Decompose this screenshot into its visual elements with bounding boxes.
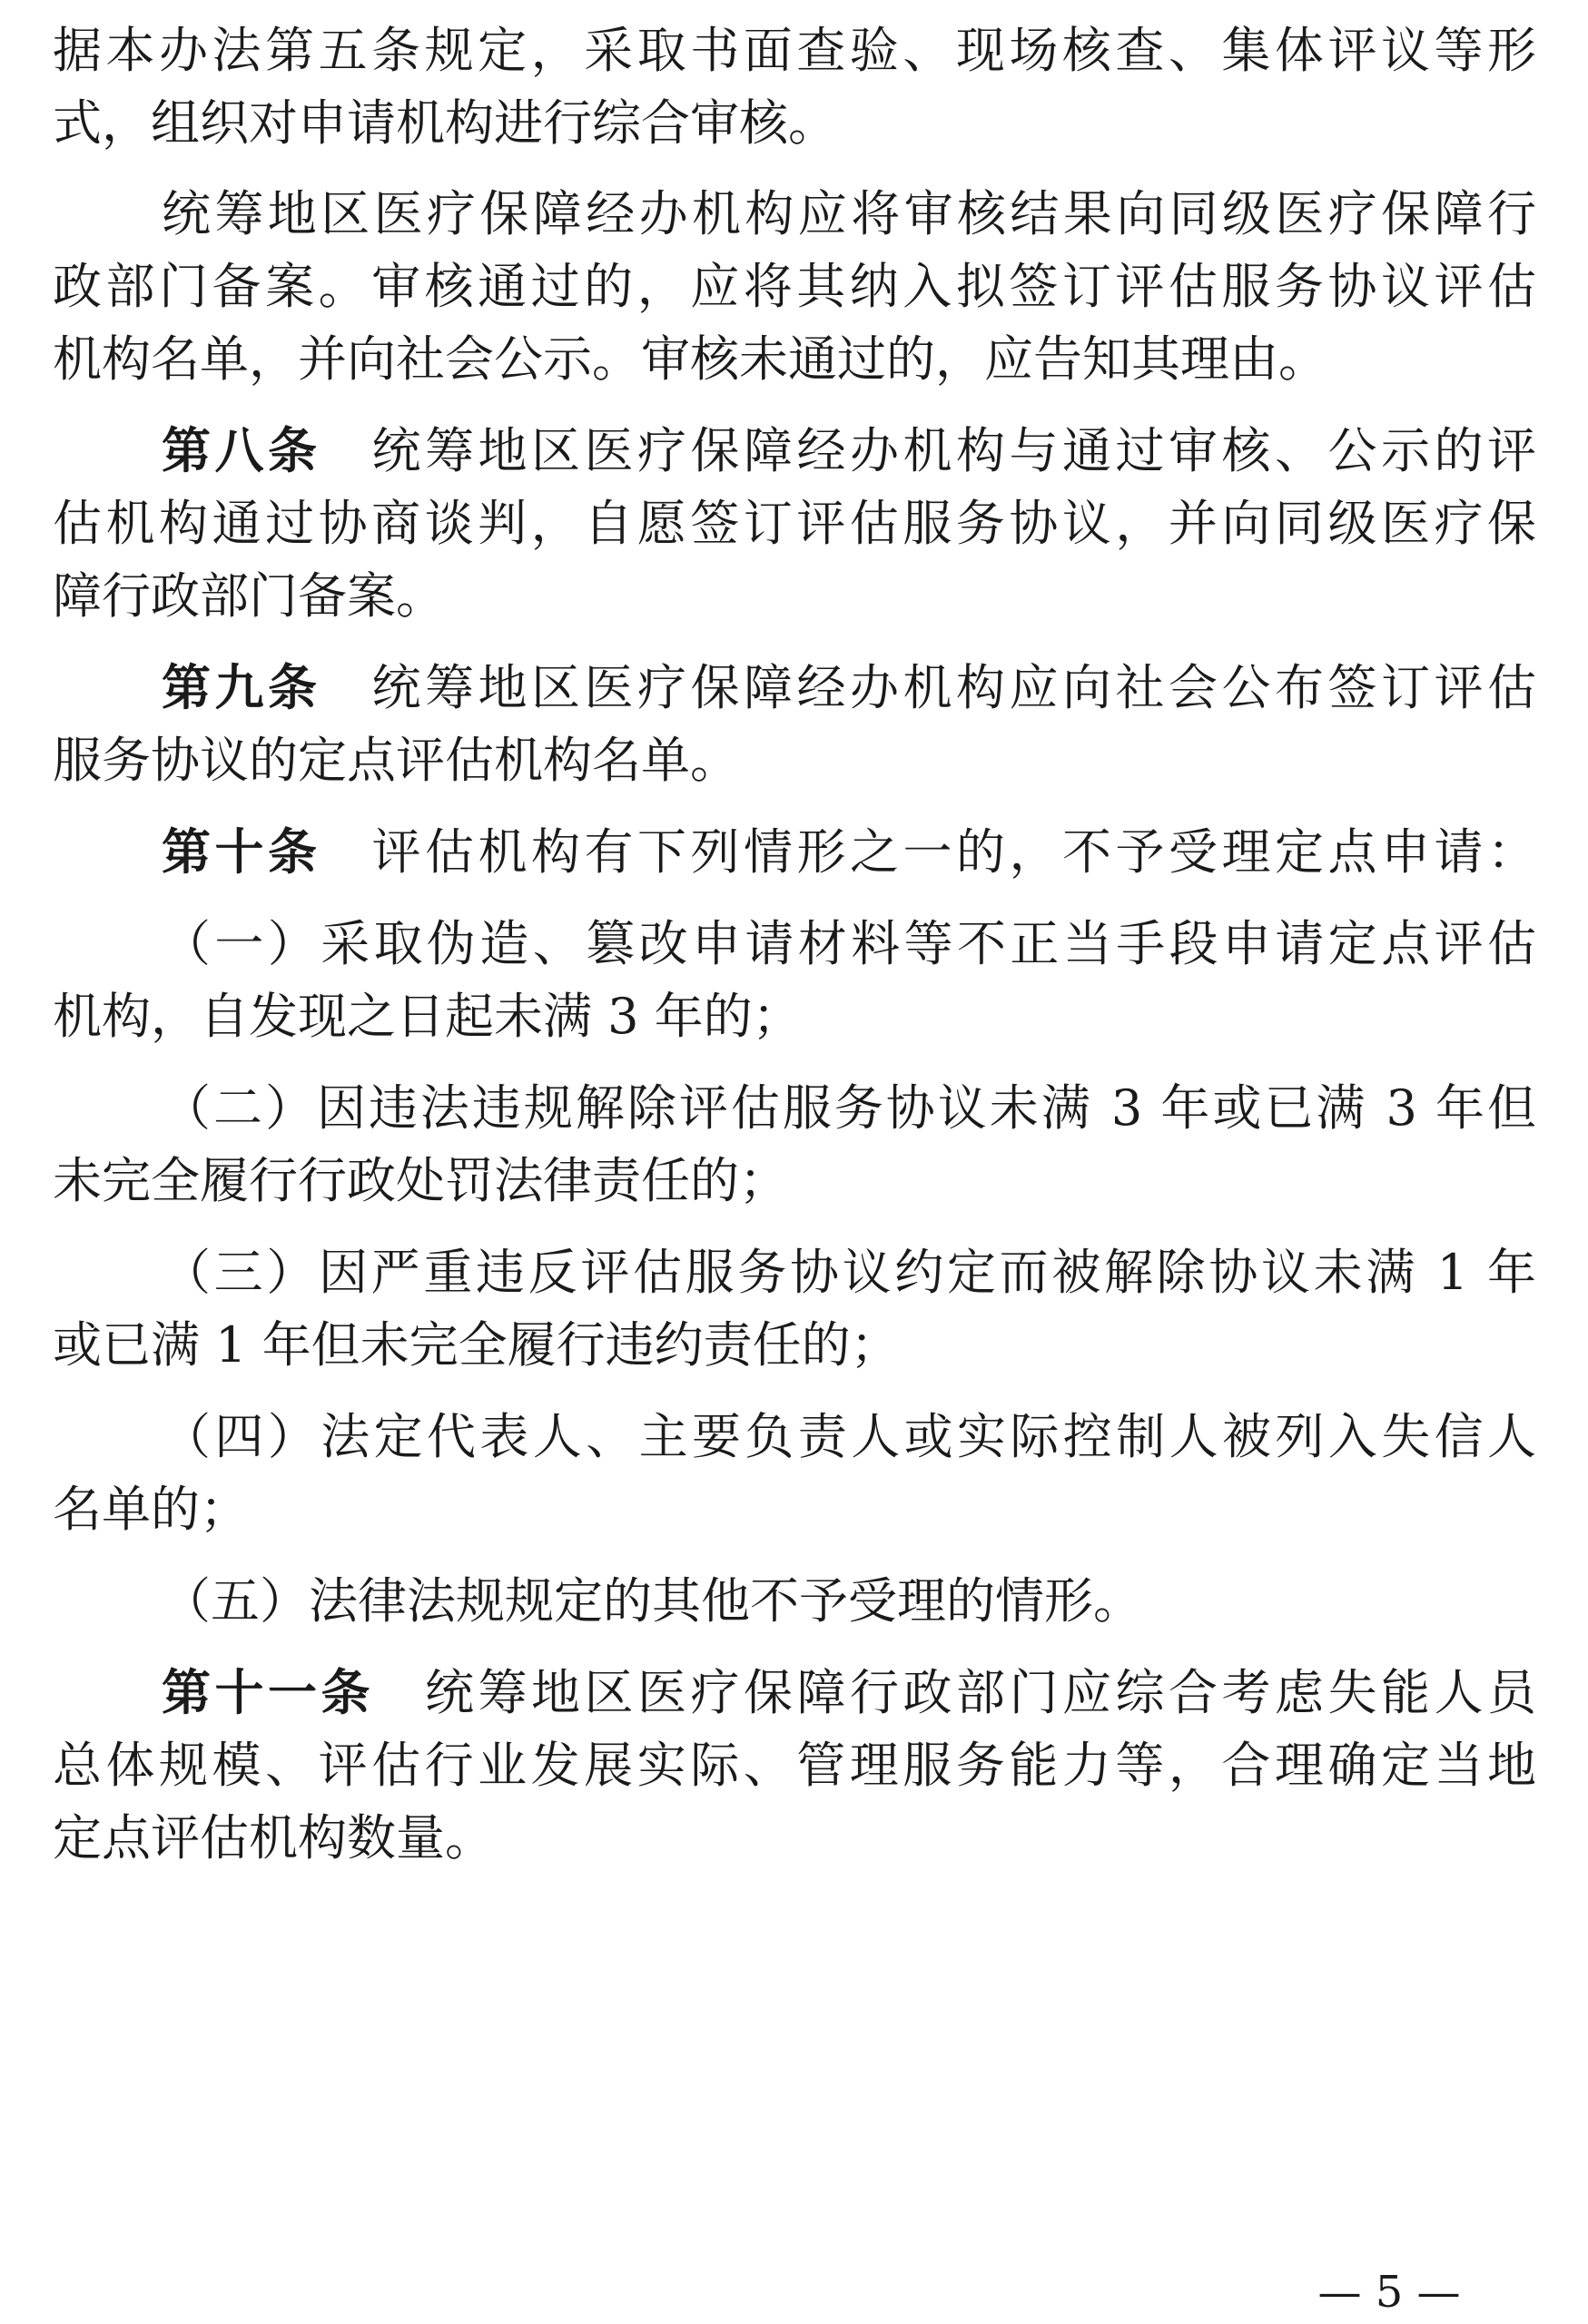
line-text: 障行政部门备案。 [53,567,445,625]
line-text: （五）法律法规规定的其他不予受理的情形。 [162,1572,1142,1630]
body-line [53,1729,1536,1802]
body-line [53,724,1536,797]
article-heading: 第十条 [162,823,321,881]
line-text: 定点评估机构数量。 [53,1809,494,1866]
line-text: 或已满 1 年但未完全履行违约责任的； [53,1316,900,1374]
body-line [53,87,1536,160]
line-text: 式，组织对申请机构进行综合审核。 [53,94,837,152]
body-line [162,1236,1536,1309]
page-number: — 5 — [1317,2267,1461,2318]
article-heading: 第十一条 [162,1664,374,1721]
body-line [53,980,1536,1053]
body-line [53,560,1536,633]
line-text: （三）因严重违反评估服务协议约定而被解除协议未满 1 年 [162,1244,1536,1301]
line-text: 政部门备案。审核通过的，应将其纳入拟签订评估服务协议评估 [53,258,1536,315]
body-line [53,15,1536,87]
article-line [162,652,1536,724]
line-text: 服务协议的定点评估机构名单。 [53,732,739,789]
body-line [53,323,1536,396]
line-text: （一）采取伪造、篡改申请材料等不正当手段申请定点评估 [162,915,1536,972]
body-line [162,178,1536,251]
article-heading: 第九条 [162,659,321,716]
article-line [162,415,1536,487]
article-heading: 第八条 [162,422,321,479]
line-text: 总体规模、评估行业发展实际、管理服务能力等，合理确定当地 [53,1737,1536,1794]
line-text: 机构名单，并向社会公示。审核未通过的，应告知其理由。 [53,330,1327,388]
line-text: 未完全履行行政处罚法律责任的； [53,1152,788,1209]
line-text: 统筹地区医疗保障经办机构应将审核结果向同级医疗保障行 [162,185,1536,242]
line-text: 机构，自发现之日起未满 3 年的； [53,988,802,1045]
article-line [162,816,1536,889]
article-line [162,1657,1536,1729]
body-line [162,1401,1536,1473]
line-text: 名单的； [53,1481,249,1538]
body-line [162,1565,1536,1638]
body-line [53,487,1536,560]
line-text: 据本办法第五条规定，采取书面查验、现场核查、集体评议等形 [53,22,1536,79]
line-text: 评估机构有下列情形之一的，不予受理定点申请： [371,823,1536,881]
body-line [162,1072,1536,1145]
line-text: （二）因违法违规解除评估服务协议未满 3 年或已满 3 年但 [162,1079,1536,1137]
line-text: 统筹地区医疗保障经办机构应向社会公布签订评估 [371,659,1536,716]
line-text: 统筹地区医疗保障经办机构与通过审核、公示的评 [371,422,1536,479]
body-line [53,1802,1536,1875]
body-line [162,908,1536,980]
line-text: （四）法定代表人、主要负责人或实际控制人被列入失信人 [162,1408,1536,1465]
line-text: 统筹地区医疗保障行政部门应综合考虑失能人员 [425,1664,1536,1721]
body-line [53,1309,1536,1382]
line-text: 估机构通过协商谈判，自愿签订评估服务协议，并向同级医疗保 [53,495,1536,552]
body-line [53,1145,1536,1217]
body-line [53,251,1536,323]
body-line [53,1473,1536,1546]
